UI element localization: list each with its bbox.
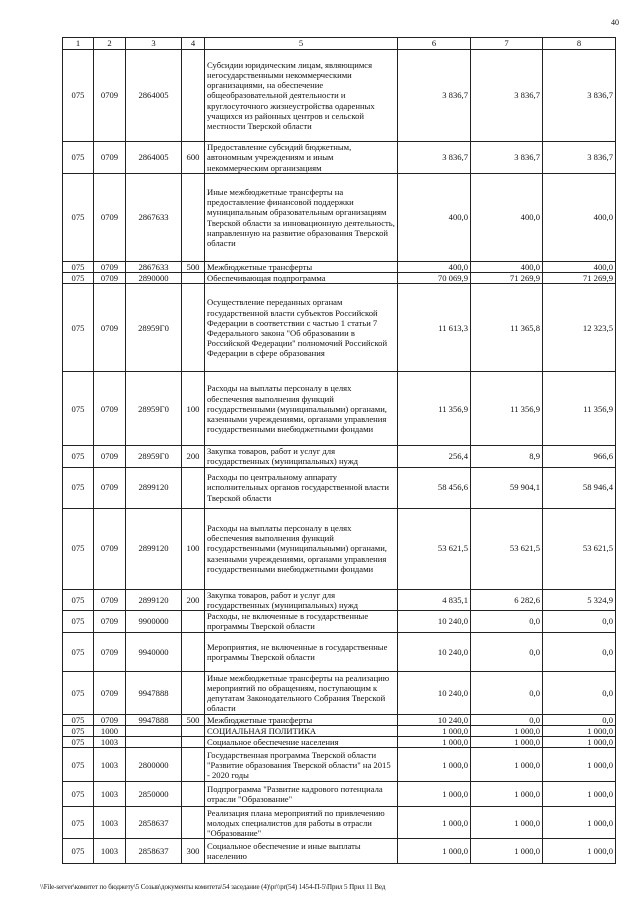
cell-admin-code: 075 — [63, 714, 94, 725]
cell-section-code: 1003 — [94, 839, 126, 864]
table-row — [63, 748, 616, 782]
cell-description: Осуществление переданных органам государственной власти субъектов Российской Федерации в соответствии с частью 1 статьи 7 Федерального закона "Об образовании в Российской Федерации" полномочий Российской Федерации в сфере образования — [205, 284, 398, 372]
cell-amount-col7: 1 000,0 — [471, 839, 543, 864]
cell-admin-code: 075 — [63, 262, 94, 273]
cell-amount-col7: 11 356,9 — [471, 372, 543, 446]
cell-description: Субсидии юридическим лицам, являющимся негосударственными некоммерческими организациями, на обеспечение общеобразовательной деятельности и круглосуточного жизнеустройства одаренных учащихся из районных центров и сельской местности Тверской области — [205, 50, 398, 142]
column-header: 7 — [471, 38, 543, 50]
cell-target-code: 9900000 — [126, 610, 182, 632]
cell-amount-col6: 1 000,0 — [398, 839, 471, 864]
cell-target-code: 2864005 — [126, 50, 182, 142]
cell-amount-col7: 71 269,9 — [471, 273, 543, 284]
cell-amount-col6: 11 356,9 — [398, 372, 471, 446]
cell-amount-col7: 1 000,0 — [471, 807, 543, 839]
cell-description: Реализация плана мероприятий по привлечению молодых специалистов для работы в отрасли "Образование" — [205, 807, 398, 839]
cell-amount-col8: 58 946,4 — [543, 467, 616, 508]
cell-description: Расходы на выплаты персоналу в целях обеспечения выполнения функций государственными (муниципальными) органами, казенными учреждениями, органами управления государственными внебюджетными фондами — [205, 508, 398, 589]
cell-target-code: 9947888 — [126, 671, 182, 714]
cell-amount-col7: 59 904,1 — [471, 467, 543, 508]
cell-section-code: 0709 — [94, 467, 126, 508]
table-row — [63, 839, 616, 864]
cell-section-code: 0709 — [94, 262, 126, 273]
cell-target-code: 28959Г0 — [126, 284, 182, 372]
cell-amount-col8: 1 000,0 — [543, 807, 616, 839]
cell-expense-type — [182, 632, 205, 671]
cell-description: Иные межбюджетные трансферты на реализацию мероприятий по обращениям, поступающим к депутатам Законодательного Собрания Тверской области — [205, 671, 398, 714]
cell-expense-type — [182, 273, 205, 284]
cell-amount-col7: 11 365,8 — [471, 284, 543, 372]
cell-target-code: 2867633 — [126, 174, 182, 262]
cell-expense-type — [182, 807, 205, 839]
cell-amount-col6: 10 240,0 — [398, 610, 471, 632]
cell-amount-col6: 1 000,0 — [398, 737, 471, 748]
cell-target-code: 2858637 — [126, 839, 182, 864]
cell-amount-col8: 1 000,0 — [543, 748, 616, 782]
cell-expense-type — [182, 748, 205, 782]
cell-section-code: 0709 — [94, 446, 126, 467]
cell-amount-col6: 10 240,0 — [398, 671, 471, 714]
cell-admin-code: 075 — [63, 174, 94, 262]
cell-section-code: 1003 — [94, 807, 126, 839]
cell-admin-code: 075 — [63, 671, 94, 714]
cell-target-code — [126, 725, 182, 736]
table-row — [63, 446, 616, 467]
cell-admin-code: 075 — [63, 610, 94, 632]
table-row — [63, 467, 616, 508]
cell-amount-col6: 70 069,9 — [398, 273, 471, 284]
table-row — [63, 714, 616, 725]
page-number: 40 — [611, 18, 619, 27]
cell-section-code: 0709 — [94, 273, 126, 284]
cell-admin-code: 075 — [63, 50, 94, 142]
cell-amount-col7: 1 000,0 — [471, 748, 543, 782]
cell-amount-col7: 1 000,0 — [471, 782, 543, 807]
cell-expense-type — [182, 467, 205, 508]
cell-description: Расходы на выплаты персоналу в целях обеспечения выполнения функций государственными (муниципальными) органами, казенными учреждениями, органами управления государственными внебюджетными фондами — [205, 372, 398, 446]
cell-description: Межбюджетные трансферты — [205, 262, 398, 273]
cell-admin-code: 075 — [63, 467, 94, 508]
cell-admin-code: 075 — [63, 737, 94, 748]
cell-target-code: 2867633 — [126, 262, 182, 273]
cell-amount-col7: 3 836,7 — [471, 50, 543, 142]
cell-target-code: 9947888 — [126, 714, 182, 725]
cell-amount-col8: 71 269,9 — [543, 273, 616, 284]
cell-amount-col7: 8,9 — [471, 446, 543, 467]
cell-target-code — [126, 737, 182, 748]
cell-admin-code: 075 — [63, 284, 94, 372]
column-header: 6 — [398, 38, 471, 50]
cell-amount-col8: 1 000,0 — [543, 782, 616, 807]
cell-amount-col7: 400,0 — [471, 262, 543, 273]
cell-target-code: 2850000 — [126, 782, 182, 807]
cell-amount-col8: 966,6 — [543, 446, 616, 467]
cell-expense-type: 100 — [182, 372, 205, 446]
cell-section-code: 0709 — [94, 174, 126, 262]
cell-amount-col7: 0,0 — [471, 610, 543, 632]
cell-amount-col7: 0,0 — [471, 632, 543, 671]
cell-section-code: 0709 — [94, 610, 126, 632]
cell-admin-code: 075 — [63, 446, 94, 467]
cell-admin-code: 075 — [63, 273, 94, 284]
cell-expense-type — [182, 782, 205, 807]
cell-expense-type: 200 — [182, 446, 205, 467]
cell-amount-col8: 1 000,0 — [543, 725, 616, 736]
cell-expense-type — [182, 174, 205, 262]
table-row — [63, 610, 616, 632]
cell-section-code: 0709 — [94, 671, 126, 714]
cell-expense-type: 300 — [182, 839, 205, 864]
cell-amount-col6: 1 000,0 — [398, 748, 471, 782]
cell-description: Иные межбюджетные трансферты на предоставление финансовой поддержки муниципальным образовательным организациям Тверской области за инновационную деятельность, направленную на развитие образования Тверской области — [205, 174, 398, 262]
cell-description: Предоставление субсидий бюджетным, автономным учреждениям и иным некоммерческим организациям — [205, 142, 398, 174]
table-row — [63, 50, 616, 142]
cell-description: Закупка товаров, работ и услуг для государственных (муниципальных) нужд — [205, 589, 398, 610]
cell-amount-col6: 4 835,1 — [398, 589, 471, 610]
cell-section-code: 0709 — [94, 714, 126, 725]
cell-amount-col7: 53 621,5 — [471, 508, 543, 589]
cell-amount-col6: 3 836,7 — [398, 142, 471, 174]
cell-expense-type: 600 — [182, 142, 205, 174]
table-row — [63, 508, 616, 589]
cell-amount-col6: 11 613,3 — [398, 284, 471, 372]
table-row — [63, 262, 616, 273]
column-header: 3 — [126, 38, 182, 50]
cell-amount-col8: 11 356,9 — [543, 372, 616, 446]
cell-description: Социальное обеспечение населения — [205, 737, 398, 748]
column-header: 8 — [543, 38, 616, 50]
cell-description: Расходы, не включенные в государственные программы Тверской области — [205, 610, 398, 632]
cell-amount-col8: 53 621,5 — [543, 508, 616, 589]
cell-amount-col6: 1 000,0 — [398, 807, 471, 839]
table-row — [63, 782, 616, 807]
table-row — [63, 737, 616, 748]
cell-admin-code: 075 — [63, 782, 94, 807]
cell-target-code: 2899120 — [126, 508, 182, 589]
cell-amount-col6: 1 000,0 — [398, 782, 471, 807]
cell-amount-col8: 1 000,0 — [543, 839, 616, 864]
table-row — [63, 671, 616, 714]
budget-table — [62, 37, 616, 864]
cell-target-code: 9940000 — [126, 632, 182, 671]
cell-amount-col8: 3 836,7 — [543, 50, 616, 142]
column-header: 2 — [94, 38, 126, 50]
cell-amount-col6: 400,0 — [398, 174, 471, 262]
cell-section-code: 0709 — [94, 142, 126, 174]
cell-section-code: 0709 — [94, 284, 126, 372]
cell-section-code: 1003 — [94, 782, 126, 807]
cell-amount-col7: 400,0 — [471, 174, 543, 262]
cell-expense-type — [182, 610, 205, 632]
table-row — [63, 174, 616, 262]
cell-admin-code: 075 — [63, 839, 94, 864]
cell-description: Мероприятия, не включенные в государственные программы Тверской области — [205, 632, 398, 671]
table-row — [63, 284, 616, 372]
cell-description: СОЦИАЛЬНАЯ ПОЛИТИКА — [205, 725, 398, 736]
cell-expense-type — [182, 284, 205, 372]
cell-expense-type — [182, 671, 205, 714]
cell-amount-col8: 1 000,0 — [543, 737, 616, 748]
cell-amount-col7: 0,0 — [471, 714, 543, 725]
cell-target-code: 2864005 — [126, 142, 182, 174]
cell-amount-col6: 256,4 — [398, 446, 471, 467]
cell-description: Государственная программа Тверской области "Развитие образования Тверской области" на 2015 - 2020 годы — [205, 748, 398, 782]
table-row — [63, 807, 616, 839]
cell-amount-col8: 0,0 — [543, 610, 616, 632]
cell-amount-col8: 3 836,7 — [543, 142, 616, 174]
cell-section-code: 0709 — [94, 50, 126, 142]
cell-amount-col6: 53 621,5 — [398, 508, 471, 589]
cell-section-code: 0709 — [94, 508, 126, 589]
cell-amount-col8: 0,0 — [543, 632, 616, 671]
cell-expense-type — [182, 737, 205, 748]
cell-target-code: 2800000 — [126, 748, 182, 782]
column-header: 4 — [182, 38, 205, 50]
cell-admin-code: 075 — [63, 725, 94, 736]
table-row — [63, 589, 616, 610]
cell-description: Обеспечивающая подпрограмма — [205, 273, 398, 284]
cell-expense-type — [182, 725, 205, 736]
cell-admin-code: 075 — [63, 807, 94, 839]
cell-amount-col8: 12 323,5 — [543, 284, 616, 372]
cell-expense-type: 100 — [182, 508, 205, 589]
cell-admin-code: 075 — [63, 748, 94, 782]
cell-amount-col7: 1 000,0 — [471, 737, 543, 748]
cell-expense-type: 200 — [182, 589, 205, 610]
cell-amount-col6: 3 836,7 — [398, 50, 471, 142]
cell-amount-col7: 0,0 — [471, 671, 543, 714]
cell-amount-col6: 58 456,6 — [398, 467, 471, 508]
cell-amount-col8: 0,0 — [543, 671, 616, 714]
table-row — [63, 632, 616, 671]
column-header: 1 — [63, 38, 94, 50]
cell-description: Подпрограмма "Развитие кадрового потенциала отрасли "Образование" — [205, 782, 398, 807]
table-row — [63, 372, 616, 446]
cell-description: Социальное обеспечение и иные выплаты населению — [205, 839, 398, 864]
cell-amount-col6: 10 240,0 — [398, 632, 471, 671]
cell-target-code: 2899120 — [126, 589, 182, 610]
cell-amount-col7: 1 000,0 — [471, 725, 543, 736]
file-path-footer: \\File-server\комитет по бюджету\5 Созыв\документы комитета\54 заседание (4)\pr\\pr(54) 1454-П-5\Прил 5 Прил 11 Вед — [40, 883, 386, 891]
cell-target-code: 2899120 — [126, 467, 182, 508]
column-header: 5 — [205, 38, 398, 50]
cell-amount-col6: 1 000,0 — [398, 725, 471, 736]
cell-amount-col8: 5 324,9 — [543, 589, 616, 610]
cell-admin-code: 075 — [63, 589, 94, 610]
cell-expense-type — [182, 50, 205, 142]
cell-admin-code: 075 — [63, 372, 94, 446]
cell-section-code: 1003 — [94, 737, 126, 748]
cell-admin-code: 075 — [63, 508, 94, 589]
cell-admin-code: 075 — [63, 632, 94, 671]
table-row — [63, 725, 616, 736]
cell-amount-col7: 3 836,7 — [471, 142, 543, 174]
cell-section-code: 0709 — [94, 589, 126, 610]
cell-target-code: 28959Г0 — [126, 446, 182, 467]
cell-target-code: 28959Г0 — [126, 372, 182, 446]
cell-expense-type: 500 — [182, 714, 205, 725]
header-row — [63, 38, 616, 50]
cell-description: Закупка товаров, работ и услуг для государственных (муниципальных) нужд — [205, 446, 398, 467]
cell-expense-type: 500 — [182, 262, 205, 273]
cell-amount-col8: 400,0 — [543, 174, 616, 262]
cell-section-code: 1000 — [94, 725, 126, 736]
cell-amount-col6: 400,0 — [398, 262, 471, 273]
cell-target-code: 2858637 — [126, 807, 182, 839]
cell-description: Межбюджетные трансферты — [205, 714, 398, 725]
table-row — [63, 142, 616, 174]
cell-amount-col6: 10 240,0 — [398, 714, 471, 725]
cell-section-code: 1003 — [94, 748, 126, 782]
cell-amount-col8: 400,0 — [543, 262, 616, 273]
cell-target-code: 2890000 — [126, 273, 182, 284]
cell-admin-code: 075 — [63, 142, 94, 174]
cell-amount-col8: 0,0 — [543, 714, 616, 725]
cell-section-code: 0709 — [94, 372, 126, 446]
cell-amount-col7: 6 282,6 — [471, 589, 543, 610]
cell-description: Расходы по центральному аппарату исполнительных органов государственной власти Тверской области — [205, 467, 398, 508]
table-row — [63, 273, 616, 284]
cell-section-code: 0709 — [94, 632, 126, 671]
